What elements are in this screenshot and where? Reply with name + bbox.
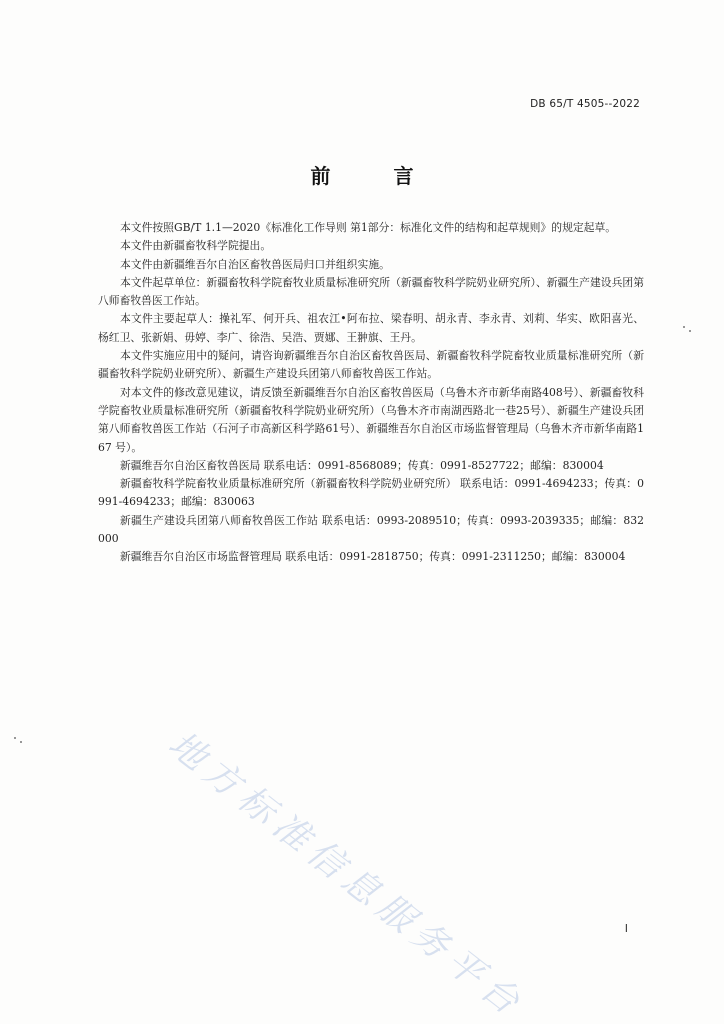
foreword-body <box>98 219 644 567</box>
contact-line: 新疆生产建设兵团第八师畜牧兽医工作站 联系电话：0993-2089510；传真：0993-2039335；邮编：832000 <box>98 513 644 546</box>
contact-line: 新疆维吾尔自治区畜牧兽医局 联系电话：0991-8568089；传真：0991-8527722；邮编：830004 <box>120 458 604 472</box>
paragraph-proposer: 本文件由新疆畜牧科学院提出。 <box>120 239 272 253</box>
contact-line: 新疆畜牧科学院畜牧业质量标准研究所（新疆畜牧科学院奶业研究所） 联系电话：0991-4694233；传真：0991-4694233；邮编：830063 <box>98 477 644 509</box>
watermark-text: 地方标准信息服务平台 <box>160 723 533 1027</box>
paragraph-drafting-rules: 本文件按照GB/T 1.1—2020《标准化工作导则 第1部分：标准化文件的结构和起草规则》的规定起草。 <box>120 221 617 234</box>
paragraph-inquiries: 本文件实施应用中的疑问，请咨询新疆维吾尔自治区畜牧兽医局、新疆畜牧科学院畜牧业质量标准研究所（新疆畜牧科学院奶业研究所）、新疆生产建设兵团第八师畜牧兽医工作站。 <box>98 349 644 381</box>
document-code: DB 65/T 4505--2022 <box>530 98 640 110</box>
scan-speck <box>14 737 16 739</box>
paragraph-feedback: 对本文件的修改意见建议，请反馈至新疆维吾尔自治区畜牧兽医局（乌鲁木齐市新华南路408号）、新疆畜牧科学院畜牧业质量标准研究所（新疆畜牧科学院奶业研究所）（乌鲁木齐市南湖西路北一巷25号）、新疆生产建设兵团第八师畜牧兽医工作站（石河子市高新区科学路61号）、新疆维吾尔自治区市场监督管理局（乌鲁木齐市新华南路167 号）。 <box>98 385 644 454</box>
page-number: I <box>624 922 628 935</box>
scan-speck <box>683 326 685 328</box>
page-title: 前 言 <box>310 164 442 188</box>
contact-line: 新疆维吾尔自治区市场监督管理局 联系电话：0991-2818750；传真：0991-2311250；邮编：830004 <box>120 550 626 564</box>
paragraph-drafting-units: 本文件起草单位：新疆畜牧科学院畜牧业质量标准研究所（新疆畜牧科学院奶业研究所）、新疆生产建设兵团第八师畜牧兽医工作站。 <box>98 275 644 308</box>
scan-speck <box>20 741 22 743</box>
paragraph-drafters: 本文件主要起草人：操礼军、何开兵、祖农江•阿布拉、梁春明、胡永青、李永青、刘莉、华实、欧阳喜光、杨红卫、张新娟、毋婷、李广、徐浩、吴浩、贾娜、王翀旗、王丹。 <box>98 312 644 344</box>
paragraph-administrator: 本文件由新疆维吾尔自治区畜牧兽医局归口并组织实施。 <box>120 257 390 271</box>
scan-speck <box>689 330 691 332</box>
